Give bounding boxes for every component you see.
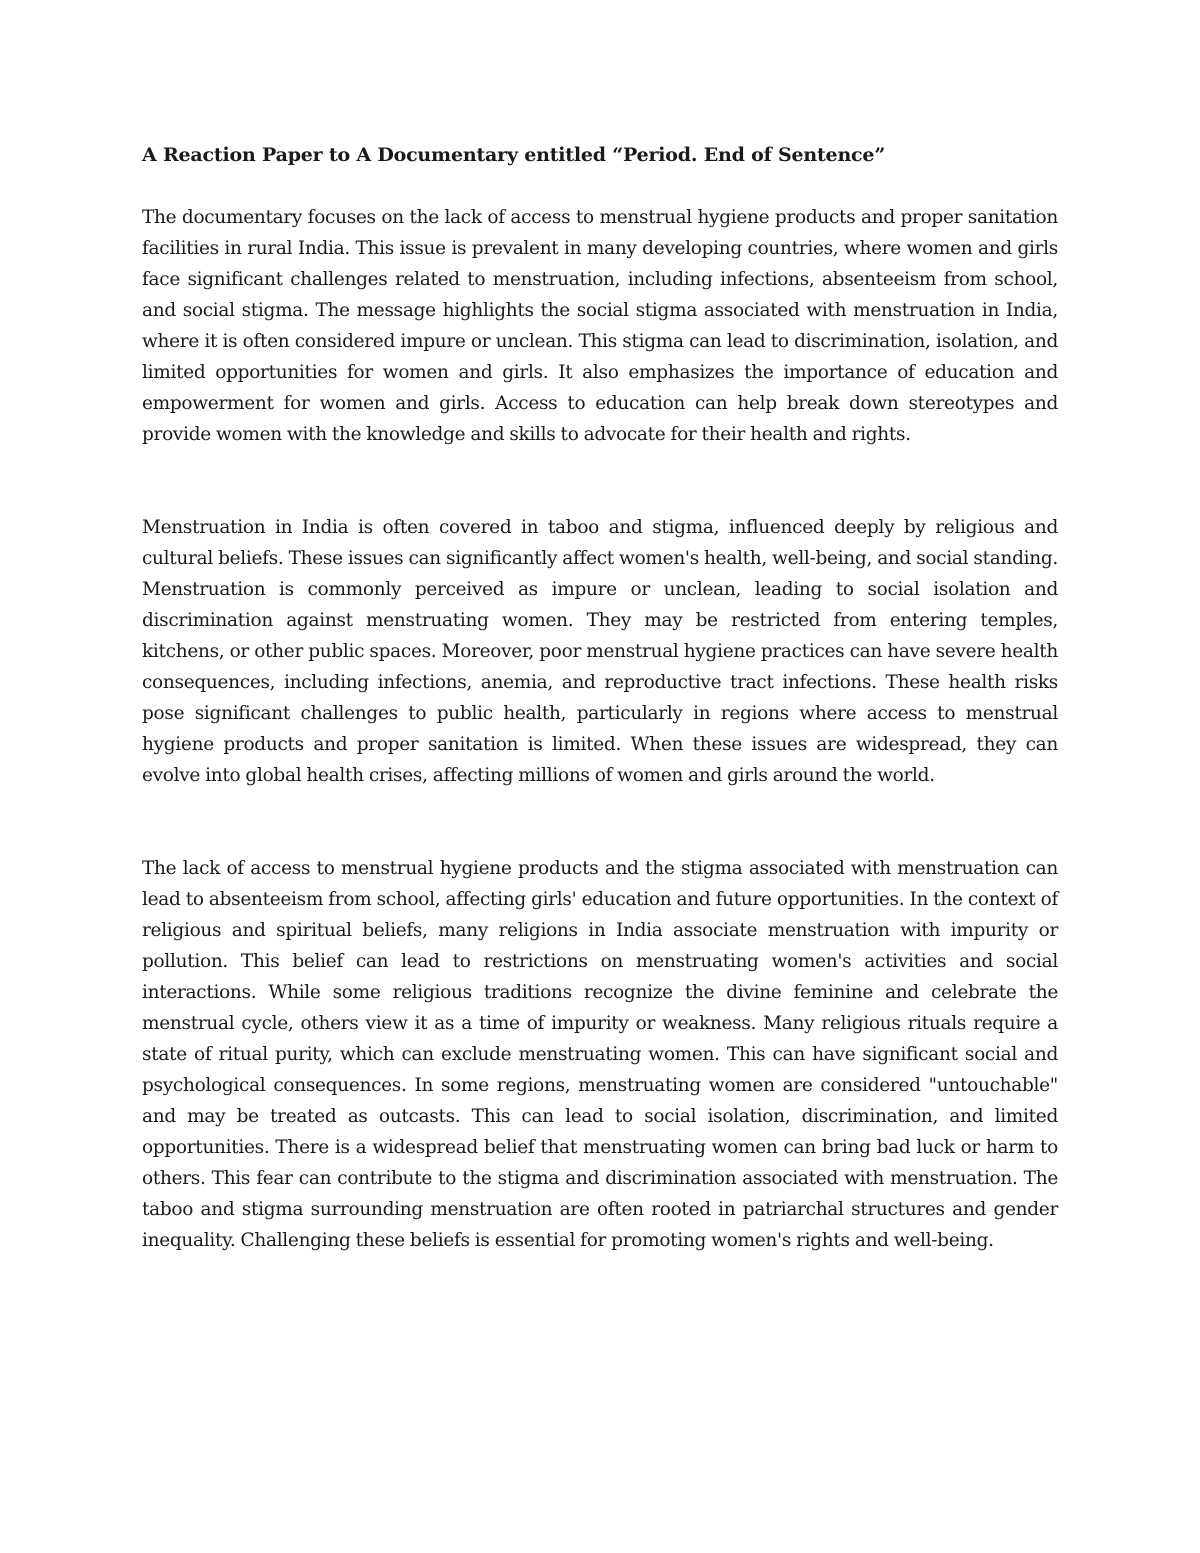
document-page bbox=[142, 140, 1058, 1256]
paragraph-intro: The documentary focuses on the lack of access to menstrual hygiene products and proper sanitation facilities in rural India. This issue is prevalent in many developing countries, where women and girls face significant challenges related to menstruation, including infections, absenteeism from school, and social stigma. The message highlights the social stigma associated with menstruation in India, where it is often considered impure or unclean. This stigma can lead to discrimination, isolation, and limited opportunities for women and girls. It also emphasizes the importance of education and empowerment for women and girls. Access to education can help break down stereotypes and provide women with the knowledge and skills to advocate for their health and rights. bbox=[142, 207, 1058, 445]
paragraph-taboo: Menstruation in India is often covered in taboo and stigma, influenced deeply by religious and cultural beliefs. These issues can significantly affect women's health, well-being, and social standing. Menstruation is commonly perceived as impure or unclean, leading to social isolation and discrimination against menstruating women. They may be restricted from entering temples, kitchens, or other public spaces. Moreover, poor menstrual hygiene practices can have severe health consequences, including infections, anemia, and reproductive tract infections. These health risks pose significant challenges to public health, particularly in regions where access to menstrual hygiene products and proper sanitation is limited. When these issues are widespread, they can evolve into global health crises, affecting millions of women and girls around the world. bbox=[142, 517, 1058, 786]
paragraph-religion: The lack of access to menstrual hygiene products and the stigma associated with menstruation can lead to absenteeism from school, affecting girls' education and future opportunities. In the context of religious and spiritual beliefs, many religions in India associate menstruation with impurity or pollution. This belief can lead to restrictions on menstruating women's activities and social interactions. While some religious traditions recognize the divine feminine and celebrate the menstrual cycle, others view it as a time of impurity or weakness. Many religious rituals require a state of ritual purity, which can exclude menstruating women. This can have significant social and psychological consequences. In some regions, menstruating women are considered "untouchable" and may be treated as outcasts. This can lead to social isolation, discrimination, and limited opportunities. There is a widespread belief that menstruating women can bring bad luck or harm to others. This fear can contribute to the stigma and discrimination associated with menstruation. The taboo and stigma surrounding menstruation are often rooted in patriarchal structures and gender inequality. Challenging these beliefs is essential for promoting women's rights and well-being. bbox=[142, 858, 1058, 1251]
document-title: A Reaction Paper to A Documentary entitled “Period. End of Sentence” bbox=[142, 144, 886, 166]
